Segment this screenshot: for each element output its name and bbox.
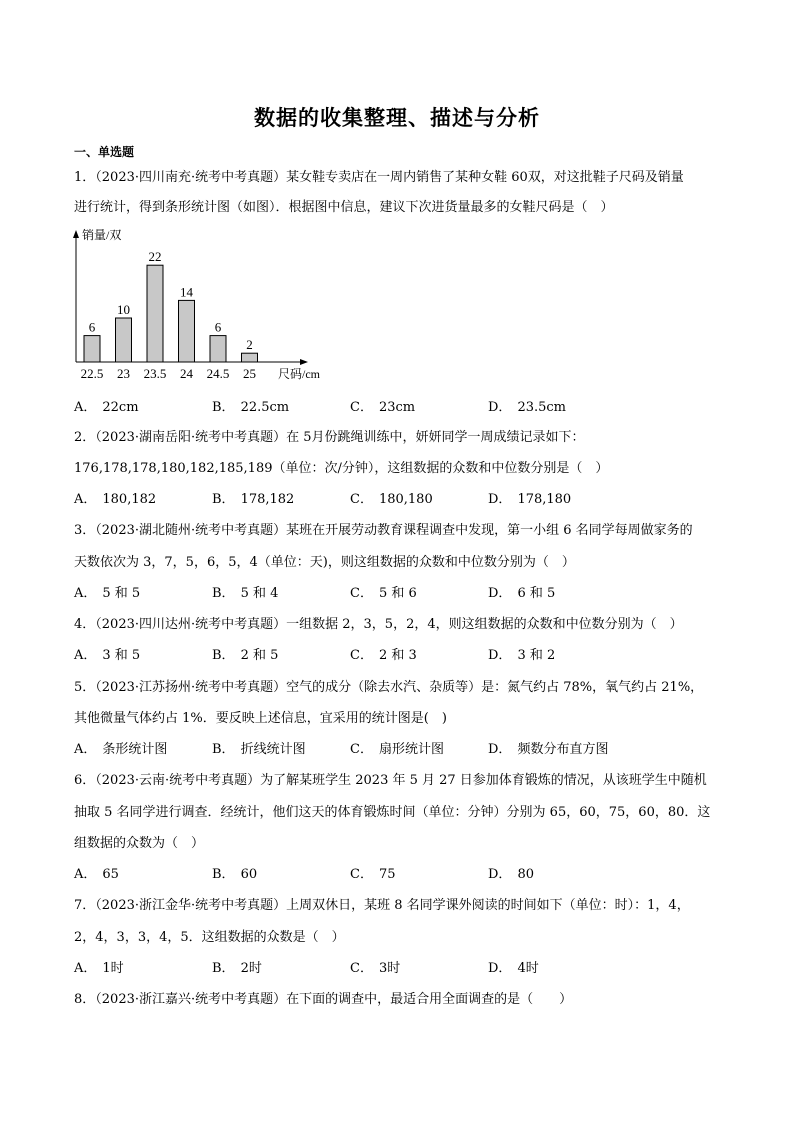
x-axis-label: 尺码/cm xyxy=(278,367,320,381)
q7-stem-line-1: 7．（2023·浙江金华·统考中考真题）上周双休日，某班 8 名同学课外阅读的时间如下（单位：时）：1，4， xyxy=(74,898,690,913)
q2-option-a[interactable]: A． 180,182 xyxy=(74,492,157,507)
q8-stem-line-1: 8．（2023·浙江嘉兴·统考中考真题）在下面的调查中，最适合用全面调查的是（ ） xyxy=(74,992,573,1007)
bar-chart xyxy=(60,222,340,387)
tick-label-25: 25 xyxy=(243,366,256,381)
q4-option-a[interactable]: A． 3 和 5 xyxy=(74,648,141,663)
q4-option-c[interactable]: C． 2 和 3 xyxy=(350,648,417,663)
q3-stem-line-1: 3．（2023·湖北随州·统考中考真题）某班在开展劳动教育课程调查中发现，第一小组 6 名同学每周做家务的 xyxy=(74,523,693,538)
q6-option-c[interactable]: C． 75 xyxy=(350,867,396,882)
q3-option-d[interactable]: D． 6 和 5 xyxy=(488,586,556,601)
tick-label-23: 23 xyxy=(117,366,130,381)
q7-stem-line-2: 2，4，3，3，4，5．这组数据的众数是（ ） xyxy=(74,930,345,945)
data-label-24.5: 6 xyxy=(214,319,222,335)
q5-option-d[interactable]: D． 频数分布直方图 xyxy=(488,742,609,757)
q6-option-b[interactable]: B． 60 xyxy=(212,867,258,882)
bar-23.5 xyxy=(147,265,163,362)
q2-option-b[interactable]: B． 178,182 xyxy=(212,492,295,507)
q7-options xyxy=(74,957,734,975)
q6-stem-line-2: 抽取 5 名同学进行调查．经统计，他们这天的体育锻炼时间（单位：分钟）分别为 65，60，75，60，80．这 xyxy=(74,805,711,820)
bar-23 xyxy=(116,318,132,362)
q2-option-d[interactable]: D． 178,180 xyxy=(488,492,572,507)
q4-option-b[interactable]: B． 2 和 5 xyxy=(212,648,279,663)
q3-options xyxy=(74,582,734,600)
q2-stem-line-2: 176,178,178,180,182,185,189（单位：次/分钟），这组数据的众数和中位数分别是（ ） xyxy=(74,461,609,476)
q6-option-a[interactable]: A． 65 xyxy=(74,867,119,882)
bar-25 xyxy=(242,353,258,362)
section-heading: 一、单选题 xyxy=(74,145,135,159)
q6-stem-line-3: 组数据的众数为（ ） xyxy=(74,836,205,851)
q1-options xyxy=(74,396,734,414)
q6-stem-line-1: 6．（2023·云南·统考中考真题）为了解某班学生 2023 年 5 月 27 日参加体育锻炼的情况，从该班学生中随机 xyxy=(74,773,707,788)
data-label-22.5: 6 xyxy=(88,319,96,335)
q2-option-c[interactable]: C． 180,180 xyxy=(350,492,433,507)
bar-22.5 xyxy=(84,336,100,362)
q3-option-a[interactable]: A． 5 和 5 xyxy=(74,586,141,601)
x-axis-arrow-icon xyxy=(300,359,308,365)
tick-label-24: 24 xyxy=(180,366,193,381)
tick-label-23.5: 23.5 xyxy=(143,366,167,381)
q3-option-b[interactable]: B． 5 和 4 xyxy=(212,586,279,601)
data-label-23: 10 xyxy=(117,302,130,317)
y-axis-label: 销量/双 xyxy=(82,228,122,242)
q1-option-b[interactable]: B． 22.5cm xyxy=(212,400,290,415)
data-label-25: 2 xyxy=(246,337,253,353)
q4-stem-line-1: 4．（2023·四川达州·统考中考真题）一组数据 2，3，5，2，4，则这组数据的众数和中位数分别为（ ） xyxy=(74,617,683,632)
q2-stem-line-1: 2．（2023·湖南岳阳·统考中考真题）在 5月份跳绳训练中，妍妍同学一周成绩记录如下： xyxy=(74,430,585,445)
q1-option-c[interactable]: C． 23cm xyxy=(350,400,416,415)
q5-options xyxy=(74,738,734,756)
q1-option-a[interactable]: A． 22cm xyxy=(74,400,139,415)
y-axis-arrow-icon xyxy=(73,230,79,238)
tick-label-22.5: 22.5 xyxy=(80,366,104,381)
data-label-23.5: 22 xyxy=(148,249,162,265)
q4-option-d[interactable]: D． 3 和 2 xyxy=(488,648,556,663)
q5-stem-line-2: 其他微量气体约占 1%．要反映上述信息，宜采用的统计图是( ) xyxy=(74,711,447,726)
q5-stem-line-1: 5．（2023·江苏扬州·统考中考真题）空气的成分（除去水汽、杂质等）是：氮气约占 78%，氧气约占 21%， xyxy=(74,680,704,695)
tick-label-24.5: 24.5 xyxy=(206,366,230,381)
data-label-24: 14 xyxy=(180,284,193,300)
q6-options xyxy=(74,863,734,881)
q5-option-c[interactable]: C． 扇形统计图 xyxy=(350,742,444,757)
q1-stem-line-2: 进行统计，得到条形统计图（如图）．根据图中信息，建议下次进货量最多的女鞋尺码是（ ） xyxy=(74,200,614,215)
q1-stem-line-1: 1．（2023·四川南充·统考中考真题）某女鞋专卖店在一周内销售了某种女鞋 60双，对这批鞋子尺码及销量 xyxy=(74,170,684,185)
q7-option-c[interactable]: C． 3时 xyxy=(350,961,401,976)
q7-option-b[interactable]: B． 2时 xyxy=(212,961,262,976)
q3-stem-line-2: 天数依次为 3，7，5，6，5，4（单位：天)，则这组数据的众数和中位数分别为（ ） xyxy=(74,555,575,570)
q5-option-a[interactable]: A． 条形统计图 xyxy=(74,742,168,757)
q5-option-b[interactable]: B． 折线统计图 xyxy=(212,742,306,757)
q1-option-d[interactable]: D． 23.5cm xyxy=(488,400,566,415)
page-title: 数据的收集整理、描述与分析 xyxy=(254,106,540,130)
q6-option-d[interactable]: D． 80 xyxy=(488,867,534,882)
q7-option-d[interactable]: D． 4时 xyxy=(488,961,539,976)
bar-24.5 xyxy=(210,336,226,362)
q4-options xyxy=(74,644,734,662)
q2-options xyxy=(74,488,734,506)
bar-24 xyxy=(179,300,195,362)
q7-option-a[interactable]: A． 1时 xyxy=(74,961,124,976)
q3-option-c[interactable]: C． 5 和 6 xyxy=(350,586,417,601)
